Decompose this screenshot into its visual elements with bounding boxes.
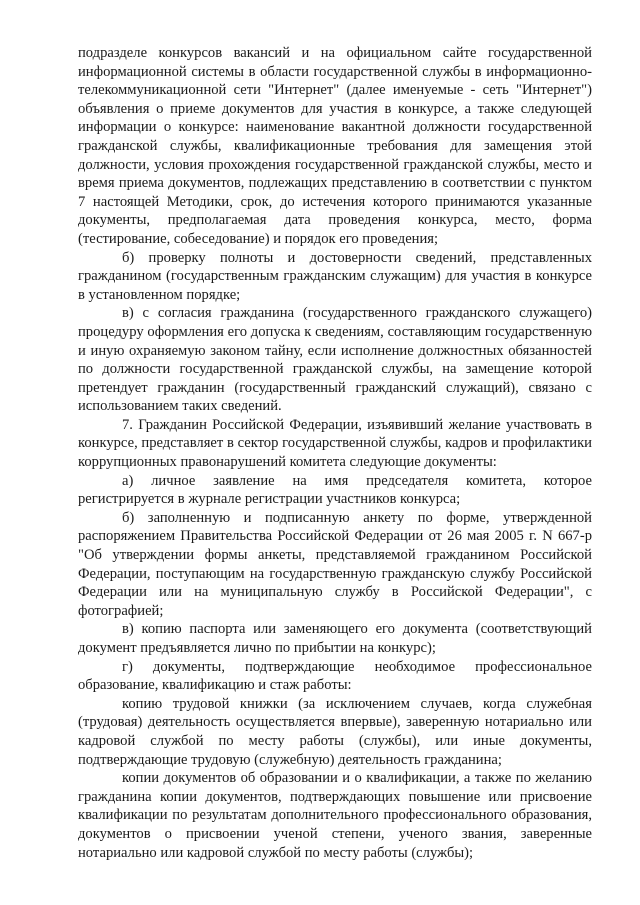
paragraph-item-b-verification: б) проверку полноты и достоверности сведений, представленных гражданином (государственным гражданским служащим) для участия в конкурсе в установленном порядке; — [78, 249, 592, 303]
paragraph-item-b-questionnaire: б) заполненную и подписанную анкету по форме, утвержденной распоряжением Правительства Российской Федерации от 26 мая 2005 г. N 667-р "Об утверждении формы анкеты, представляемой гражданином Российской Федерации, поступающим на государственную гражданскую службу Российской Федерации или на муниципальную службу в Российской Федерации", с фотографией; — [78, 509, 592, 619]
paragraph-education-documents: копии документов об образовании и о квалификации, а также по желанию гражданина копии документов, подтверждающих повышение или присвоение квалификации по результатам дополнительного профессионального образования, документов о присвоении ученой степени, ученого звания, заверенные нотариально или кадровой службой по месту работы (службы); — [78, 770, 592, 861]
paragraph-item-g-documents: г) документы, подтверждающие необходимое профессиональное образование, квалификацию и стаж работы: — [78, 658, 592, 694]
paragraph-item-v-passport: в) копию паспорта или заменяющего его документа (соответствующий документ предъявляется лично по прибытии на конкурс); — [78, 621, 592, 656]
paragraph-item-v-clearance: в) с согласия гражданина (государственного гражданского служащего) процедуру оформления его допуска к сведениям, составляющим государственную и иную охраняемую законом тайну, если исполнение должностных обязанностей по должности государственной гражданской службы, на замещение которой претендует гражданин (государственный гражданский служащий), связано с использованием таких сведений. — [78, 305, 592, 415]
paragraph-continuation: подразделе конкурсов вакансий и на официальном сайте государственной информационной системы в области государственной службы в информационно-телекоммуникационной сети "Интернет" (далее именуемые - сеть "Интернет") объявления о приеме документов для участия в конкурсе, а также следующей информации о конкурсе: наименование вакантной должности государственной гражданской службы, квалификационные требования для замещения этой должности, условия прохождения государственной гражданской службы, место и время приема документов, подлежащих представлению в соответствии с пунктом 7 настоящей Методики, срок, до истечения которого принимаются указанные документы, предполагаемая дата проведения конкурса, место, форма (тестирование, собеседование) и порядок его проведения; — [78, 45, 592, 247]
paragraph-item-a-application: а) личное заявление на имя председателя комитета, которое регистрируется в журнале регистрации участников конкурса; — [78, 472, 592, 508]
document-body — [78, 44, 592, 862]
paragraph-employment-record: копию трудовой книжки (за исключением случаев, когда служебная (трудовая) деятельность осуществляется впервые), заверенную нотариально или кадровой службой по месту работы (службы), или иные документы, подтверждающие трудовую (служебную) деятельность гражданина; — [78, 695, 592, 768]
paragraph-clause-7: 7. Гражданин Российской Федерации, изъявивший желание участвовать в конкурсе, представляет в сектор государственной службы, кадров и профилактики коррупционных правонарушений комитета следующие документы: — [78, 416, 592, 471]
